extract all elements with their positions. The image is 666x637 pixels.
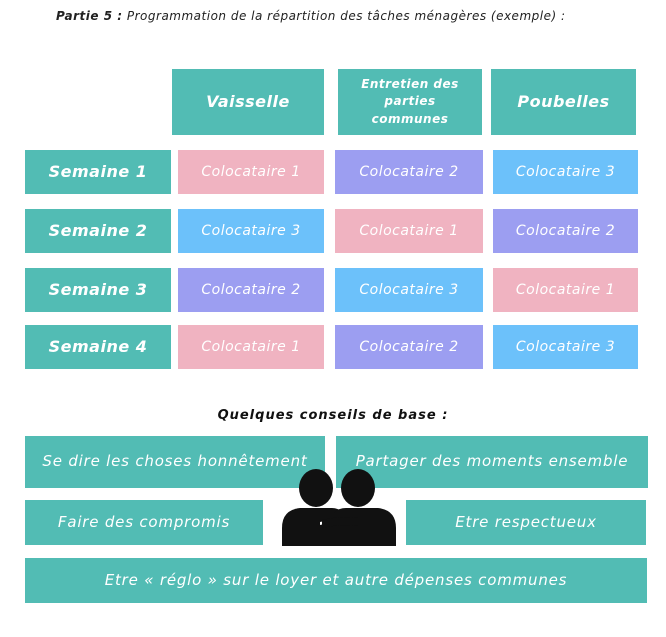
assignment-cell: Colocataire 3 [493, 325, 638, 369]
tip-honesty: Se dire les choses honnêtement [25, 436, 325, 488]
assignment-cell: Colocataire 1 [493, 268, 638, 312]
assignment-cell: Colocataire 2 [493, 209, 638, 253]
section-heading [56, 9, 566, 23]
two-people-icon [276, 466, 402, 546]
assignment-cell: Colocataire 3 [335, 268, 483, 312]
column-header-vaisselle: Vaisselle [172, 69, 324, 135]
week-label-3: Semaine 3 [25, 268, 171, 312]
section-heading-label: Partie 5 : [56, 9, 123, 23]
assignment-cell: Colocataire 1 [178, 150, 324, 194]
assignment-cell: Colocataire 3 [493, 150, 638, 194]
section-heading-text: Programmation de la répartition des tâches ménagères (exemple) : [126, 9, 566, 23]
column-header-poubelles: Poubelles [491, 69, 636, 135]
assignment-cell: Colocataire 2 [178, 268, 324, 312]
assignment-cell: Colocataire 2 [335, 150, 483, 194]
tip-share-moments: Partager des moments ensemble [336, 436, 648, 488]
assignment-cell: Colocataire 1 [335, 209, 483, 253]
assignment-cell: Colocataire 1 [178, 325, 324, 369]
tip-fair-rent: Etre « réglo » sur le loyer et autre dépenses communes [25, 558, 647, 603]
column-header-entretien: Entretien des parties communes [338, 69, 482, 135]
week-label-4: Semaine 4 [25, 325, 171, 369]
week-label-2: Semaine 2 [25, 209, 171, 253]
assignment-cell: Colocataire 3 [178, 209, 324, 253]
tips-title: Quelques conseils de base : [217, 408, 449, 423]
week-label-1: Semaine 1 [25, 150, 171, 194]
tip-compromise: Faire des compromis [25, 500, 263, 545]
assignment-cell: Colocataire 2 [335, 325, 483, 369]
tip-respect: Etre respectueux [406, 500, 646, 545]
